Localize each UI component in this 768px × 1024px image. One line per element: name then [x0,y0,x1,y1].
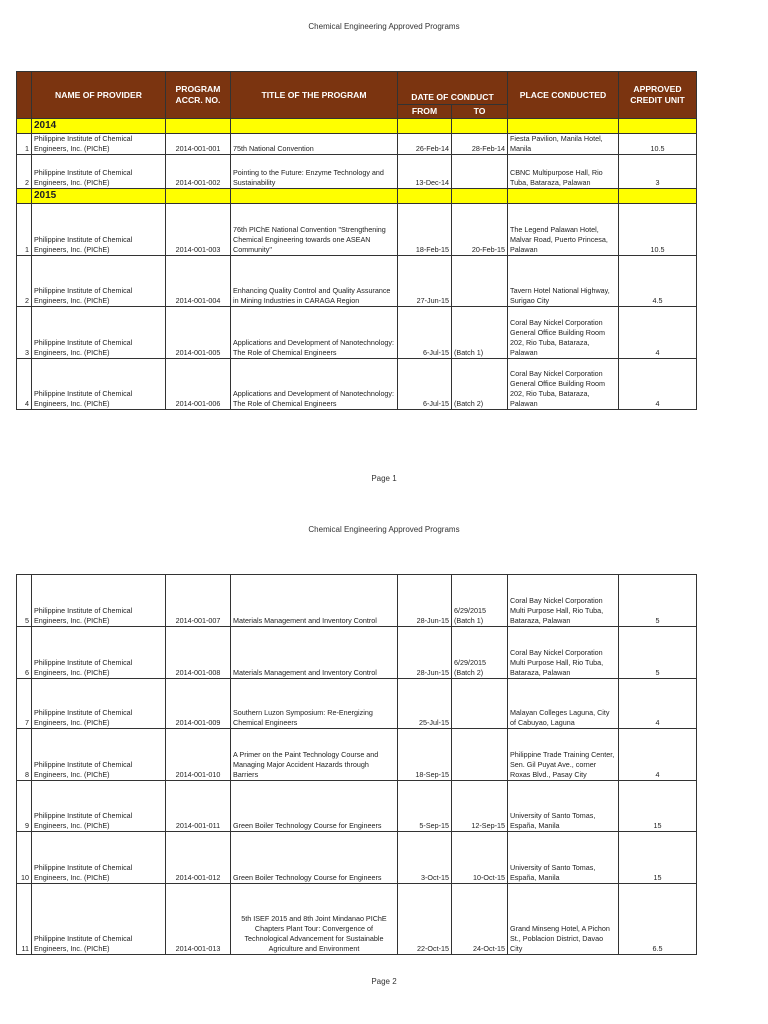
to-cell [452,256,508,307]
credit-cell: 4 [619,307,697,359]
from-cell: 28-Jun-15 [398,627,452,679]
place-cell: Malayan Colleges Laguna, City of Cabuyao, Laguna [508,679,619,729]
header-place: PLACE CONDUCTED [508,72,619,119]
provider-cell: Philippine Institute of Chemical Engineers, Inc. (PIChE) [32,832,166,884]
place-cell: Philippine Trade Training Center, Sen. Gil Puyat Ave., corner Roxas Blvd., Pasay City [508,729,619,781]
credit-cell: 4 [619,729,697,781]
credit-cell: 3 [619,155,697,189]
to-cell: 10-Oct-15 [452,832,508,884]
credit-cell: 4.5 [619,256,697,307]
from-cell: 25-Jul-15 [398,679,452,729]
table-row [17,627,697,679]
table-row [17,204,697,256]
table-row [17,359,697,410]
place-cell: Coral Bay Nickel Corporation General Office Building Room 202, Rio Tuba, Bataraza, Palawan [508,359,619,410]
table-row [17,679,697,729]
from-cell: 5-Sep-15 [398,781,452,832]
year-row-2014 [17,119,697,134]
credit-cell: 10.5 [619,204,697,256]
row-index: 10 [17,832,32,884]
title-cell: Green Boiler Technology Course for Engineers [231,781,398,832]
to-cell: 6/29/2015 (Batch 2) [452,627,508,679]
table-row [17,307,697,359]
title-cell: Applications and Development of Nanotechnology: The Role of Chemical Engineers [231,307,398,359]
document-title: Chemical Engineering Approved Programs [308,525,460,534]
accr-cell: 2014-001-010 [166,729,231,781]
row-index: 2 [17,256,32,307]
header-to: TO [452,105,508,119]
to-cell: (Batch 1) [452,307,508,359]
place-cell: Fiesta Pavilion, Manila Hotel, Manila [508,134,619,155]
from-cell: 3-Oct-15 [398,832,452,884]
row-index: 1 [17,134,32,155]
header-accr-no: PROGRAM ACCR. NO. [166,72,231,119]
from-cell: 18-Feb-15 [398,204,452,256]
table-row [17,256,697,307]
title-cell: Green Boiler Technology Course for Engineers [231,832,398,884]
programs-table-page-1 [16,71,697,410]
title-cell: Southern Luzon Symposium: Re-Energizing Chemical Engineers [231,679,398,729]
provider-cell: Philippine Institute of Chemical Engineers, Inc. (PIChE) [32,256,166,307]
row-index: 2 [17,155,32,189]
from-cell: 27-Jun-15 [398,256,452,307]
table-row [17,155,697,189]
from-cell: 6-Jul-15 [398,359,452,410]
credit-cell: 4 [619,679,697,729]
title-cell: Applications and Development of Nanotechnology: The Role of Chemical Engineers [231,359,398,410]
header-date: DATE OF CONDUCT [398,72,508,105]
header-index [17,72,32,119]
credit-cell: 5 [619,627,697,679]
place-cell: The Legend Palawan Hotel, Malvar Road, Puerto Princesa, Palawan [508,204,619,256]
accr-cell: 2014-001-007 [166,575,231,627]
place-cell: University of Santo Tomas, España, Manila [508,781,619,832]
to-cell [452,679,508,729]
accr-cell: 2014-001-006 [166,359,231,410]
accr-cell: 2014-001-009 [166,679,231,729]
accr-cell: 2014-001-013 [166,884,231,955]
title-cell: Enhancing Quality Control and Quality Assurance in Mining Industries in CARAGA Region [231,256,398,307]
accr-cell: 2014-001-002 [166,155,231,189]
table-row [17,832,697,884]
provider-cell: Philippine Institute of Chemical Engineers, Inc. (PIChE) [32,155,166,189]
year-label: 2015 [32,189,166,204]
to-cell: 20-Feb-15 [452,204,508,256]
credit-cell: 15 [619,781,697,832]
place-cell: CBNC Multipurpose Hall, Rio Tuba, Bataraza, Palawan [508,155,619,189]
header-credit: APPROVED CREDIT UNIT [619,72,697,119]
to-cell: 24-Oct-15 [452,884,508,955]
from-cell: 26-Feb-14 [398,134,452,155]
place-cell: Coral Bay Nickel Corporation General Office Building Room 202, Rio Tuba, Bataraza, Palawan [508,307,619,359]
credit-cell: 6.5 [619,884,697,955]
page-number: Page 2 [371,977,397,986]
row-index: 6 [17,627,32,679]
provider-cell: Philippine Institute of Chemical Engineers, Inc. (PIChE) [32,575,166,627]
row-index: 3 [17,307,32,359]
to-cell: 12-Sep-15 [452,781,508,832]
accr-cell: 2014-001-005 [166,307,231,359]
provider-cell: Philippine Institute of Chemical Engineers, Inc. (PIChE) [32,204,166,256]
from-cell: 6-Jul-15 [398,307,452,359]
provider-cell: Philippine Institute of Chemical Engineers, Inc. (PIChE) [32,729,166,781]
year-label: 2014 [32,119,166,134]
table-row [17,781,697,832]
header-title: TITLE OF THE PROGRAM [231,72,398,119]
programs-table-page-2 [16,574,697,955]
table-row [17,134,697,155]
header-provider: NAME OF PROVIDER [32,72,166,119]
table-row [17,729,697,781]
title-cell: Materials Management and Inventory Control [231,575,398,627]
provider-cell: Philippine Institute of Chemical Engineers, Inc. (PIChE) [32,307,166,359]
table-row [17,575,697,627]
year-row-2015 [17,189,697,204]
from-cell: 13-Dec-14 [398,155,452,189]
title-cell: Pointing to the Future: Enzyme Technology and Sustainability [231,155,398,189]
title-cell: 75th National Convention [231,134,398,155]
row-index: 11 [17,884,32,955]
from-cell: 18-Sep-15 [398,729,452,781]
accr-cell: 2014-001-008 [166,627,231,679]
row-index: 7 [17,679,32,729]
row-index: 4 [17,359,32,410]
place-cell: Coral Bay Nickel Corporation Multi Purpose Hall, Rio Tuba, Bataraza, Palawan [508,575,619,627]
to-cell [452,155,508,189]
place-cell: Coral Bay Nickel Corporation Multi Purpose Hall, Rio Tuba, Bataraza, Palawan [508,627,619,679]
page-number: Page 1 [371,474,397,483]
accr-cell: 2014-001-003 [166,204,231,256]
credit-cell: 5 [619,575,697,627]
row-index: 9 [17,781,32,832]
header-from: FROM [398,105,452,119]
from-cell: 22-Oct-15 [398,884,452,955]
to-cell: 6/29/2015 (Batch 1) [452,575,508,627]
credit-cell: 15 [619,832,697,884]
place-cell: Tavern Hotel National Highway, Surigao City [508,256,619,307]
table-row [17,884,697,955]
title-cell: 5th ISEF 2015 and 8th Joint Mindanao PIChE Chapters Plant Tour: Convergence of Technological Advancement for Sustainable Agriculture and Environment [231,884,398,955]
accr-cell: 2014-001-012 [166,832,231,884]
credit-cell: 4 [619,359,697,410]
row-index: 8 [17,729,32,781]
provider-cell: Philippine Institute of Chemical Engineers, Inc. (PIChE) [32,884,166,955]
provider-cell: Philippine Institute of Chemical Engineers, Inc. (PIChE) [32,359,166,410]
to-cell: (Batch 2) [452,359,508,410]
provider-cell: Philippine Institute of Chemical Engineers, Inc. (PIChE) [32,134,166,155]
accr-cell: 2014-001-011 [166,781,231,832]
accr-cell: 2014-001-001 [166,134,231,155]
row-index: 5 [17,575,32,627]
provider-cell: Philippine Institute of Chemical Engineers, Inc. (PIChE) [32,781,166,832]
provider-cell: Philippine Institute of Chemical Engineers, Inc. (PIChE) [32,679,166,729]
to-cell: 28-Feb-14 [452,134,508,155]
accr-cell: 2014-001-004 [166,256,231,307]
place-cell: Grand Minseng Hotel, A Pichon St., Poblacion District, Davao City [508,884,619,955]
title-cell: Materials Management and Inventory Control [231,627,398,679]
to-cell [452,729,508,781]
document-title: Chemical Engineering Approved Programs [308,22,460,31]
credit-cell: 10.5 [619,134,697,155]
title-cell: 76th PIChE National Convention "Strengthening Chemical Engineering towards one ASEAN Community" [231,204,398,256]
place-cell: University of Santo Tomas, España, Manila [508,832,619,884]
row-index: 1 [17,204,32,256]
from-cell: 28-Jun-15 [398,575,452,627]
title-cell: A Primer on the Paint Technology Course and Managing Major Accident Hazards through Barriers [231,729,398,781]
provider-cell: Philippine Institute of Chemical Engineers, Inc. (PIChE) [32,627,166,679]
